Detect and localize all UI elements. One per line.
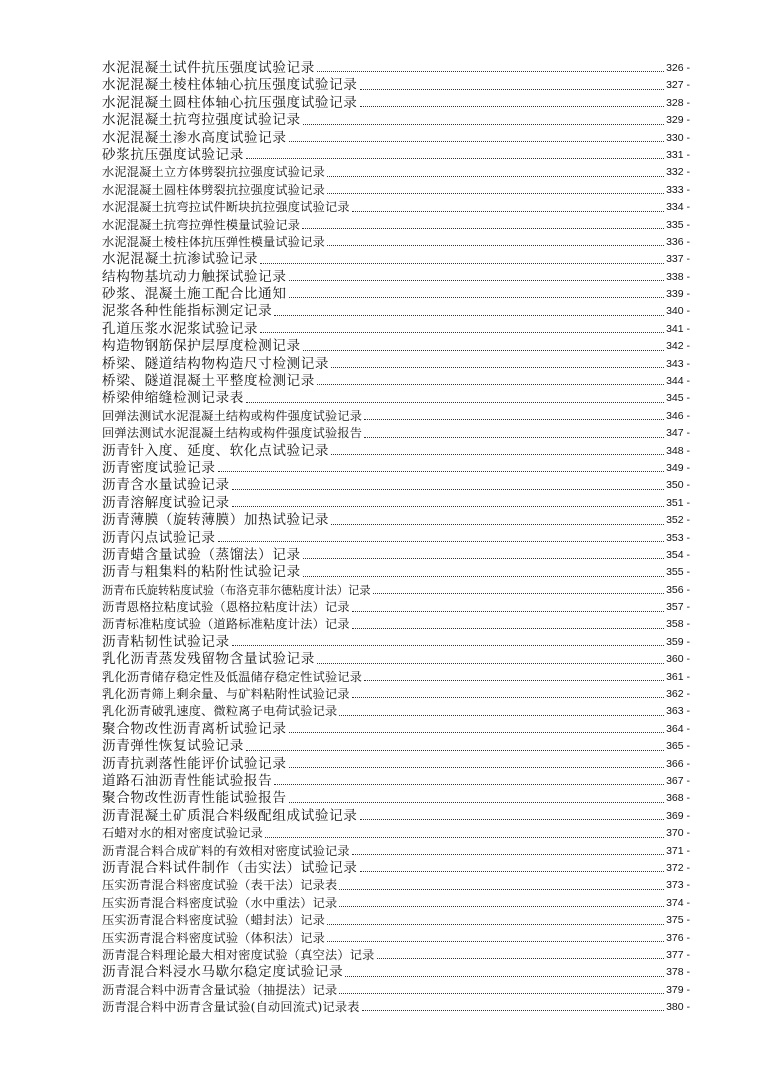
- toc-entry-page-number: 347 -: [666, 427, 690, 440]
- toc-entry[interactable]: [102, 303, 690, 320]
- toc-entry[interactable]: [102, 582, 690, 599]
- toc-entry-title: 沥青含水量试验记录: [102, 477, 230, 494]
- toc-entry-page-number: 377 -: [666, 948, 690, 961]
- toc-entry-title: 砂浆、混凝土施工配合比通知: [102, 286, 287, 303]
- toc-entry[interactable]: [102, 95, 690, 112]
- dot-leader: [364, 679, 664, 681]
- toc-entry-title: 沥青混合料试件制作（击实法）试验记录: [102, 859, 358, 876]
- toc-entry[interactable]: [102, 738, 690, 755]
- toc-entry-page-number: 335 -: [666, 218, 690, 231]
- toc-entry-page-number: 364 -: [666, 722, 690, 735]
- dot-leader: [317, 70, 664, 72]
- dot-leader: [289, 296, 665, 298]
- dot-leader: [364, 436, 664, 438]
- dot-leader: [352, 210, 664, 212]
- dot-leader: [232, 644, 664, 646]
- toc-entry-title: 沥青针入度、延度、软化点试验记录: [102, 442, 330, 459]
- toc-entry-title: 沥青密度试验记录: [102, 459, 216, 476]
- toc-entry-title: 水泥混凝土抗渗试验记录: [102, 251, 259, 268]
- toc-entry[interactable]: [102, 843, 690, 860]
- dot-leader: [364, 418, 664, 420]
- toc-entry[interactable]: [102, 912, 690, 929]
- dot-leader: [265, 836, 664, 838]
- toc-entry[interactable]: [102, 825, 690, 842]
- toc-entry-page-number: 326 -: [666, 61, 690, 74]
- toc-entry-page-number: 338 -: [666, 270, 690, 283]
- toc-entry-title: 构造物钢筋保护层厚度检测记录: [102, 338, 301, 355]
- toc-entry-title: 水泥混凝土试件抗压强度试验记录: [102, 60, 315, 76]
- dot-leader: [352, 853, 664, 855]
- toc-entry-page-number: 340 -: [666, 305, 690, 318]
- toc-entry-page-number: 344 -: [666, 375, 690, 388]
- dot-leader: [339, 905, 664, 907]
- toc-entry[interactable]: [102, 790, 690, 807]
- dot-leader: [302, 227, 664, 229]
- toc-entry-page-number: 371 -: [666, 844, 690, 857]
- dot-leader: [218, 540, 665, 542]
- dot-leader: [232, 488, 664, 490]
- toc-entry-title: 水泥混凝土抗弯拉强度试验记录: [102, 112, 301, 129]
- toc-entry-page-number: 373 -: [666, 879, 690, 892]
- toc-entry-page-number: 339 -: [666, 288, 690, 301]
- dot-leader: [317, 383, 664, 385]
- toc-entry[interactable]: [102, 617, 690, 634]
- toc-entry[interactable]: [102, 599, 690, 616]
- toc-entry-title: 沥青恩格拉粘度试验（恩格拉粘度计法）记录: [102, 600, 350, 615]
- toc-entry-title: 沥青混合料中沥青含量试验（抽提法）记录: [102, 982, 338, 997]
- toc-entry-title: 乳化沥青储存稳定性及低温储存稳定性试验记录: [102, 669, 363, 684]
- toc-entry-page-number: 346 -: [666, 409, 690, 422]
- dot-leader: [362, 1009, 664, 1011]
- toc-entry-page-number: 348 -: [666, 444, 690, 457]
- toc-entry-page-number: 361 -: [666, 670, 690, 683]
- toc-entry-page-number: 358 -: [666, 618, 690, 631]
- toc-entry-title: 水泥混凝土渗水高度试验记录: [102, 129, 287, 146]
- toc-entry-page-number: 352 -: [666, 514, 690, 527]
- toc-entry-title: 沥青粘韧性试验记录: [102, 633, 230, 650]
- toc-entry-page-number: 378 -: [666, 966, 690, 979]
- dot-leader: [260, 262, 664, 264]
- toc-entry[interactable]: [102, 425, 690, 442]
- toc-entry-title: 桥梁伸缩缝检测记录表: [102, 390, 244, 407]
- toc-entry-page-number: 328 -: [666, 96, 690, 109]
- toc-entry-title: 水泥混凝土棱柱体轴心抗压强度试验记录: [102, 77, 358, 94]
- dot-leader: [339, 888, 664, 890]
- toc-entry-title: 沥青标准粘度试验（道路标准粘度计法）记录: [102, 617, 350, 632]
- toc-entry[interactable]: [102, 269, 690, 286]
- toc-entry-page-number: 368 -: [666, 792, 690, 805]
- toc-entry-page-number: 353 -: [666, 531, 690, 544]
- toc-entry[interactable]: [102, 286, 690, 303]
- dot-leader: [289, 279, 665, 281]
- toc-entry[interactable]: [102, 773, 690, 790]
- toc-entry-title: 道路石油沥青性能试验报告: [102, 773, 273, 789]
- toc-entry-page-number: 333 -: [666, 183, 690, 196]
- toc-entry-title: 沥青混凝土矿质混合料级配组成试验记录: [102, 807, 358, 824]
- toc-entry-title: 沥青混合料理论最大相对密度试验（真空法）记录: [102, 947, 375, 962]
- toc-entry[interactable]: [102, 147, 690, 164]
- toc-entry[interactable]: [102, 443, 690, 460]
- toc-entry[interactable]: [102, 356, 690, 373]
- dot-leader: [246, 157, 664, 159]
- toc-entry[interactable]: [102, 530, 690, 547]
- dot-leader: [352, 696, 664, 698]
- dot-leader: [260, 331, 664, 333]
- dot-leader: [339, 714, 664, 716]
- toc-entry[interactable]: [102, 982, 690, 999]
- toc-entry-title: 压实沥青混合料密度试验（水中重法）记录: [102, 895, 338, 910]
- dot-leader: [360, 88, 665, 90]
- toc-entry-title: 沥青溶解度试验记录: [102, 494, 230, 511]
- toc-entry-page-number: 365 -: [666, 740, 690, 753]
- dot-leader: [345, 975, 664, 977]
- toc-entry-title: 乳化沥青蒸发残留物含量试验记录: [102, 651, 315, 668]
- toc-entry-title: 沥青混合料合成矿料的有效相对密度试验记录: [102, 843, 350, 858]
- toc-entry[interactable]: [102, 721, 690, 738]
- toc-entry[interactable]: [102, 373, 690, 390]
- toc-entry[interactable]: [102, 547, 690, 564]
- toc-entry-title: 沥青闪点试验记录: [102, 529, 216, 546]
- dot-leader: [373, 592, 665, 594]
- dot-leader: [360, 870, 665, 872]
- dot-leader: [327, 940, 664, 942]
- toc-entry[interactable]: [102, 182, 690, 199]
- toc-entry-page-number: 369 -: [666, 809, 690, 822]
- toc-entry[interactable]: [102, 217, 690, 234]
- toc-entry-title: 水泥混凝土抗弯拉试件断块抗拉强度试验记录: [102, 200, 350, 215]
- toc-entry[interactable]: [102, 877, 690, 894]
- dot-leader: [289, 140, 665, 142]
- toc-entry-page-number: 376 -: [666, 931, 690, 944]
- toc-entry-title: 水泥混凝土立方体劈裂抗拉强度试验记录: [102, 165, 325, 180]
- toc-entry-title: 结构物基坑动力触探试验记录: [102, 268, 287, 285]
- dot-leader: [352, 627, 664, 629]
- dot-leader: [327, 175, 664, 177]
- toc-entry[interactable]: [102, 199, 690, 216]
- toc-entry-title: 沥青布氏旋转粘度试验（布洛克菲尔德粘度计法）记录: [102, 583, 371, 597]
- dot-leader: [303, 575, 664, 577]
- toc-entry-page-number: 357 -: [666, 601, 690, 614]
- dot-leader: [327, 244, 664, 246]
- toc-entry-page-number: 341 -: [666, 322, 690, 335]
- toc-entry-title: 沥青蜡含量试验（蒸馏法）记录: [102, 546, 301, 563]
- toc-entry[interactable]: [102, 251, 690, 268]
- dot-leader: [303, 349, 664, 351]
- dot-leader: [303, 123, 664, 125]
- toc-entry-page-number: 379 -: [666, 983, 690, 996]
- toc-entry[interactable]: [102, 164, 690, 181]
- toc-entry[interactable]: [102, 651, 690, 668]
- toc-entry[interactable]: [102, 495, 690, 512]
- toc-entry-page-number: 372 -: [666, 861, 690, 874]
- dot-leader: [232, 505, 664, 507]
- toc-entry[interactable]: [102, 756, 690, 773]
- dot-leader: [246, 749, 664, 751]
- toc-entry[interactable]: [102, 860, 690, 877]
- dot-leader: [317, 662, 664, 664]
- toc-entry[interactable]: [102, 390, 690, 407]
- toc-entry-title: 孔道压浆水泥浆试验记录: [102, 320, 259, 337]
- toc-entry-title: 水泥混凝土棱柱体抗压弹性模量试验记录: [102, 234, 325, 249]
- toc-entry-page-number: 362 -: [666, 688, 690, 701]
- toc-entry-page-number: 345 -: [666, 392, 690, 405]
- toc-entry-title: 压实沥青混合料密度试验（蜡封法）记录: [102, 913, 325, 928]
- toc-entry[interactable]: [102, 808, 690, 825]
- toc-entry-page-number: 329 -: [666, 114, 690, 127]
- dot-leader: [289, 801, 665, 803]
- toc-entry-page-number: 360 -: [666, 653, 690, 666]
- toc-entry-page-number: 351 -: [666, 496, 690, 509]
- toc-entry-page-number: 343 -: [666, 357, 690, 370]
- toc-entry-page-number: 359 -: [666, 635, 690, 648]
- toc-entry-title: 压实沥青混合料密度试验（体积法）记录: [102, 930, 325, 945]
- dot-leader: [327, 923, 664, 925]
- toc-entry[interactable]: [102, 947, 690, 964]
- dot-leader: [377, 957, 665, 959]
- toc-entry[interactable]: [102, 234, 690, 251]
- toc-entry[interactable]: [102, 703, 690, 720]
- dot-leader: [327, 192, 664, 194]
- toc-entry-page-number: 366 -: [666, 757, 690, 770]
- toc-entry-title: 沥青混合料浸水马歇尔稳定度试验记录: [102, 964, 344, 981]
- toc-entry[interactable]: [102, 112, 690, 129]
- dot-leader: [352, 610, 664, 612]
- toc-entry-title: 聚合物改性沥青离析试验记录: [102, 720, 287, 737]
- dot-leader: [218, 470, 665, 472]
- toc-entry-page-number: 330 -: [666, 131, 690, 144]
- dot-leader: [274, 783, 664, 785]
- toc-entry-page-number: 332 -: [666, 166, 690, 179]
- toc-entry-title: 沥青抗剥落性能评价试验记录: [102, 755, 287, 772]
- toc-entry-page-number: 363 -: [666, 705, 690, 718]
- toc-entry-page-number: 336 -: [666, 235, 690, 248]
- toc-entry-page-number: 349 -: [666, 461, 690, 474]
- toc-entry[interactable]: [102, 338, 690, 355]
- toc-entry-title: 聚合物改性沥青性能试验报告: [102, 790, 287, 807]
- toc-entry-page-number: 342 -: [666, 340, 690, 353]
- toc-entry[interactable]: [102, 669, 690, 686]
- toc-entry-title: 水泥混凝土抗弯拉弹性模量试验记录: [102, 217, 301, 232]
- toc-entry[interactable]: [102, 408, 690, 425]
- toc-entry-page-number: 355 -: [666, 566, 690, 579]
- toc-entry-page-number: 374 -: [666, 896, 690, 909]
- dot-leader: [246, 401, 664, 403]
- toc-entry-title: 石蜡对水的相对密度试验记录: [102, 826, 264, 841]
- toc-entry-page-number: 375 -: [666, 914, 690, 927]
- table-of-contents: [102, 60, 690, 1016]
- toc-entry-page-number: 334 -: [666, 201, 690, 214]
- toc-entry-page-number: 350 -: [666, 479, 690, 492]
- toc-entry-title: 桥梁、隧道混凝土平整度检测记录: [102, 373, 315, 390]
- toc-entry[interactable]: [102, 321, 690, 338]
- dot-leader: [331, 366, 664, 368]
- dot-leader: [331, 453, 664, 455]
- toc-entry-title: 沥青弹性恢复试验记录: [102, 738, 244, 755]
- toc-entry[interactable]: [102, 564, 690, 581]
- dot-leader: [360, 818, 665, 820]
- toc-entry-page-number: 327 -: [666, 79, 690, 92]
- toc-entry-title: 沥青薄膜（旋转薄膜）加热试验记录: [102, 512, 330, 529]
- toc-entry-page-number: 367 -: [666, 775, 690, 787]
- toc-entry-title: 水泥混凝土圆柱体劈裂抗拉强度试验记录: [102, 182, 325, 197]
- toc-entry-title: 回弹法测试水泥混凝土结构或构件强度试验报告: [102, 426, 363, 441]
- toc-entry-title: 乳化沥青破乳速度、微粒离子电荷试验记录: [102, 704, 338, 719]
- toc-entry[interactable]: [102, 130, 690, 147]
- toc-entry[interactable]: [102, 895, 690, 912]
- dot-leader: [360, 105, 665, 107]
- toc-entry-page-number: 337 -: [666, 253, 690, 266]
- toc-entry-title: 泥浆各种性能指标测定记录: [102, 303, 273, 320]
- toc-entry-page-number: 354 -: [666, 548, 690, 561]
- toc-entry-title: 沥青与粗集料的粘附性试验记录: [102, 564, 301, 581]
- toc-entry-page-number: 356 -: [666, 583, 690, 596]
- dot-leader: [289, 731, 665, 733]
- toc-entry[interactable]: [102, 964, 690, 981]
- dot-leader: [331, 523, 664, 525]
- toc-entry[interactable]: [102, 460, 690, 477]
- toc-entry-title: 压实沥青混合料密度试验（表干法）记录表: [102, 878, 338, 893]
- toc-entry-page-number: 370 -: [666, 827, 690, 840]
- toc-entry-page-number: 380 -: [666, 1001, 690, 1014]
- toc-entry[interactable]: [102, 634, 690, 651]
- toc-entry[interactable]: [102, 686, 690, 703]
- toc-entry[interactable]: [102, 930, 690, 947]
- dot-leader: [274, 314, 664, 316]
- toc-entry-title: 沥青混合料中沥青含量试验(自动回流式)记录表: [102, 1000, 360, 1015]
- toc-entry[interactable]: [102, 77, 690, 94]
- toc-entry-title: 砂浆抗压强度试验记录: [102, 146, 244, 163]
- toc-entry[interactable]: [102, 60, 690, 77]
- toc-entry-title: 回弹法测试水泥混凝土结构或构件强度试验记录: [102, 408, 363, 423]
- dot-leader: [289, 766, 665, 768]
- toc-entry-page-number: 331 -: [666, 148, 690, 161]
- toc-entry[interactable]: [102, 512, 690, 529]
- toc-entry-title: 桥梁、隧道结构物构造尺寸检测记录: [102, 355, 330, 372]
- toc-entry[interactable]: [102, 999, 690, 1016]
- toc-entry-title: 水泥混凝土圆柱体轴心抗压强度试验记录: [102, 94, 358, 111]
- toc-entry[interactable]: [102, 477, 690, 494]
- dot-leader: [339, 992, 664, 994]
- dot-leader: [303, 557, 664, 559]
- toc-entry-title: 乳化沥青筛上剩余量、与矿料粘附性试验记录: [102, 687, 350, 702]
